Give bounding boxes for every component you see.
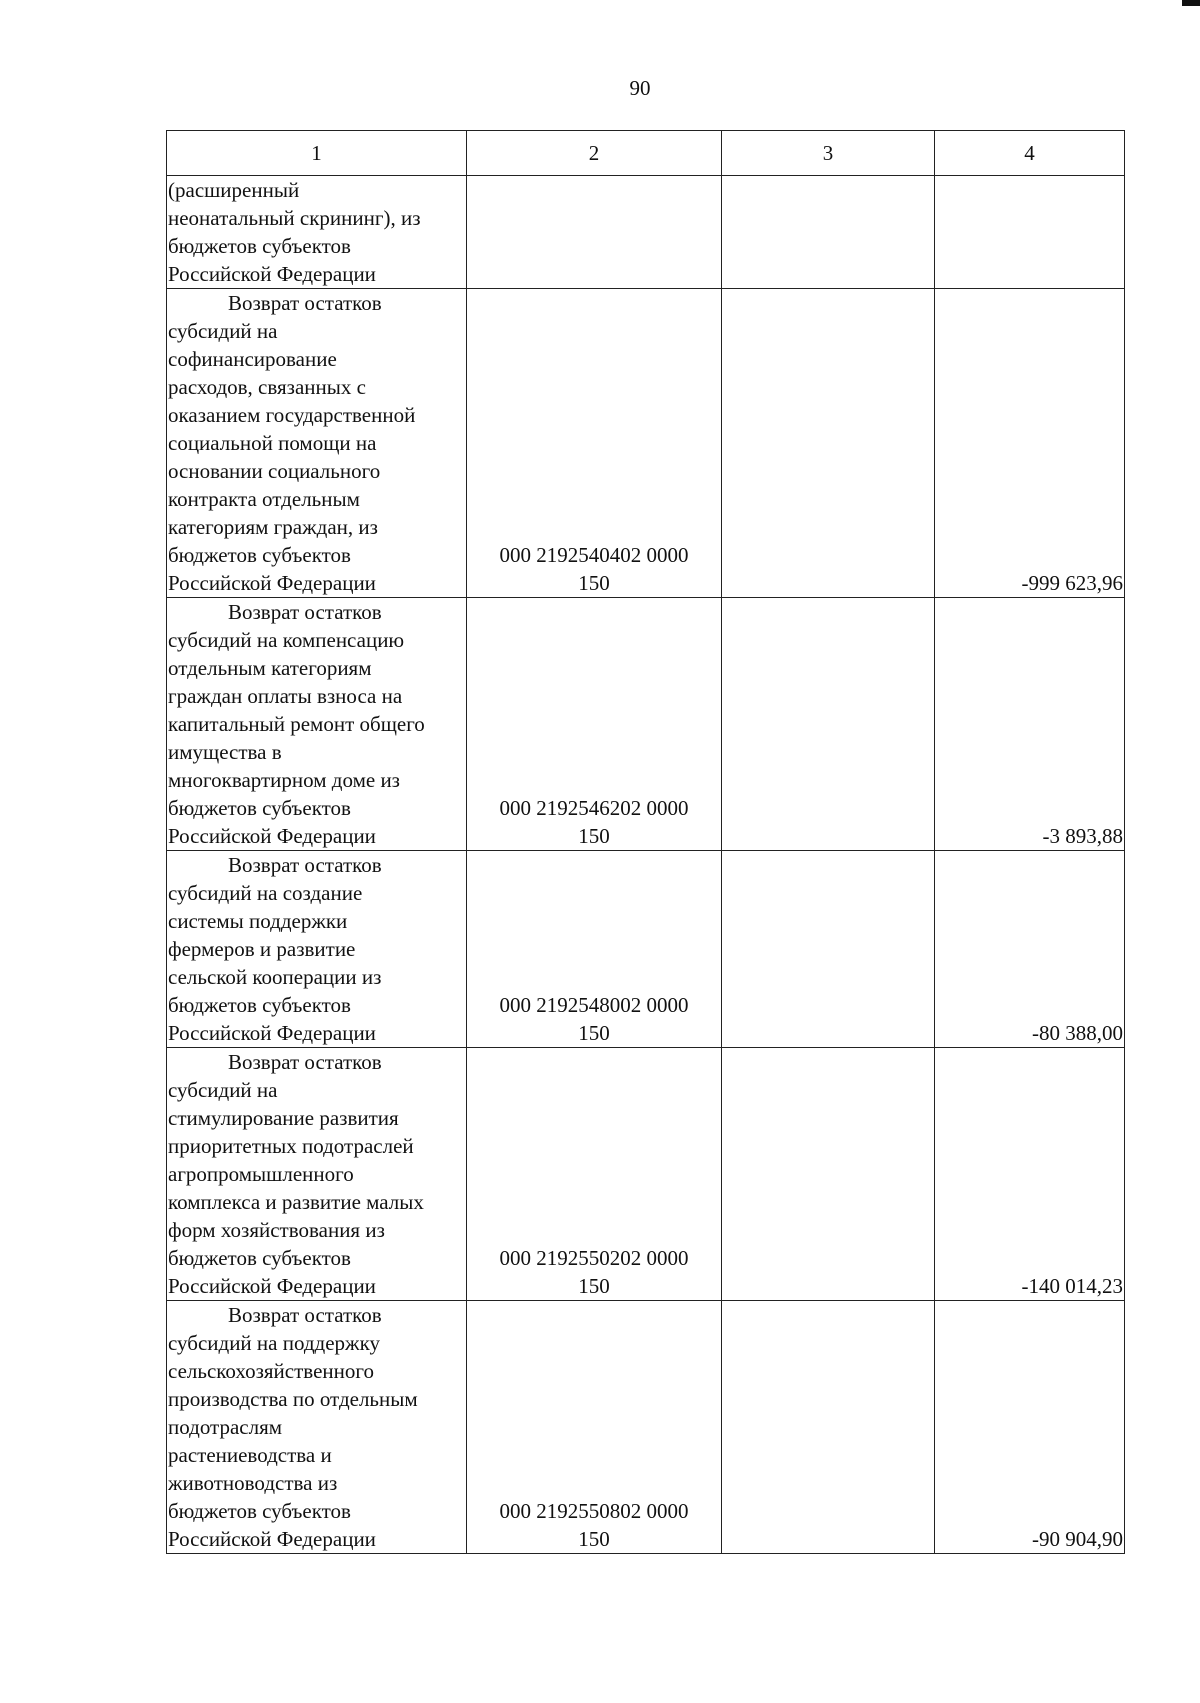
row-name-cell — [167, 1048, 467, 1301]
row-name-text: субсидий на софинансирование расходов, связанных с оказанием государственной социальной помощи на основании социального контракта отдельным категориям граждан, из бюджетов субъектов Российской Федерации — [168, 319, 416, 595]
row-name-lead: Возврат остатков — [228, 600, 382, 624]
row-col3-cell — [722, 289, 935, 598]
row-amount-cell: -90 904,90 — [935, 1301, 1125, 1554]
row-name-text: субсидий на создание системы поддержки фермеров и развитие сельской кооперации из бюджетов субъектов Российской Федерации — [168, 881, 382, 1045]
row-name-cell — [167, 598, 467, 851]
row-code-cell: 000 2192546202 0000 150 — [467, 598, 722, 851]
table-row — [167, 1048, 1125, 1301]
row-name-cell — [167, 1301, 467, 1554]
row-name-text: субсидий на компенсацию отдельным категориям граждан оплаты взноса на капитальный ремонт общего имущества в многоквартирном доме из бюджетов субъектов Российской Федерации — [168, 628, 425, 848]
table-row — [167, 176, 1125, 289]
scan-corner-mark — [1182, 0, 1200, 6]
column-header-1: 1 — [167, 131, 467, 176]
row-name-lead: Возврат остатков — [228, 291, 382, 315]
column-header-4: 4 — [935, 131, 1125, 176]
row-col3-cell — [722, 176, 935, 289]
table-row — [167, 289, 1125, 598]
row-code-cell — [467, 176, 722, 289]
row-name-text: субсидий на стимулирование развития приоритетных подотраслей агропромышленного комплекса и развитие малых форм хозяйствования из бюджетов субъектов Российской Федерации — [168, 1078, 424, 1298]
table-row — [167, 851, 1125, 1048]
row-amount-cell: -80 388,00 — [935, 851, 1125, 1048]
row-code-cell: 000 2192540402 0000 150 — [467, 289, 722, 598]
row-name-text: (расширенный неонатальный скрининг), из бюджетов субъектов Российской Федерации — [168, 178, 421, 286]
row-code-cell: 000 2192548002 0000 150 — [467, 851, 722, 1048]
row-name-text: субсидий на поддержку сельскохозяйственного производства по отдельным подотраслям растениеводства и животноводства из бюджетов субъектов Российской Федерации — [168, 1331, 418, 1551]
table-row — [167, 598, 1125, 851]
row-name-cell — [167, 851, 467, 1048]
row-name-cell — [167, 176, 467, 289]
row-name-lead: Возврат остатков — [228, 853, 382, 877]
row-amount-cell: -140 014,23 — [935, 1048, 1125, 1301]
row-amount-cell: -3 893,88 — [935, 598, 1125, 851]
column-header-2: 2 — [467, 131, 722, 176]
page-number: 90 — [629, 76, 651, 100]
row-amount-cell: -999 623,96 — [935, 289, 1125, 598]
row-col3-cell — [722, 598, 935, 851]
row-col3-cell — [722, 1048, 935, 1301]
table-row — [167, 1301, 1125, 1554]
row-name-cell — [167, 289, 467, 598]
row-name-lead: Возврат остатков — [228, 1303, 382, 1327]
row-code-cell: 000 2192550202 0000 150 — [467, 1048, 722, 1301]
row-col3-cell — [722, 1301, 935, 1554]
row-name-lead: Возврат остатков — [228, 1050, 382, 1074]
table-header-row — [167, 131, 1125, 176]
row-col3-cell — [722, 851, 935, 1048]
column-header-3: 3 — [722, 131, 935, 176]
row-amount-cell — [935, 176, 1125, 289]
row-code-cell: 000 2192550802 0000 150 — [467, 1301, 722, 1554]
budget-table — [166, 130, 1125, 1554]
